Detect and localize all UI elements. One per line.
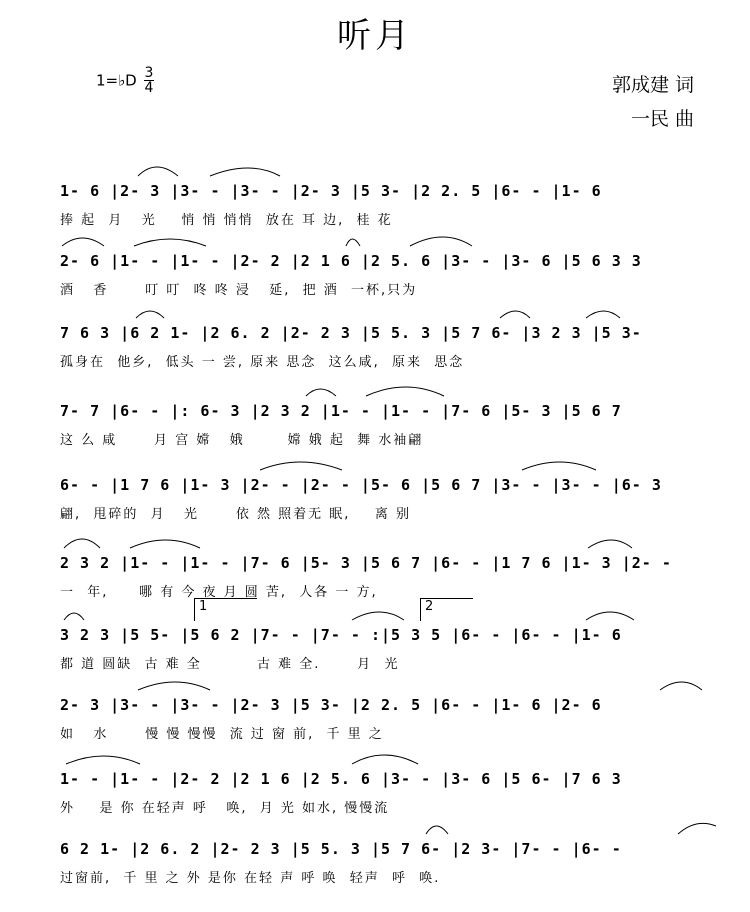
notes: 3 2 3 |5 5- |5 6 2 |7- - |7- - :|5 3 5 |6- - |6- - |1- 6 (60, 626, 622, 644)
lyrics: 一 年, 哪 有 今 夜 月 圆 苦, 人各 一 方, (60, 585, 378, 600)
notes: 6- - |1 7 6 |1- 3 |2- - |2- - |5- 6 |5 6 7 |3- - |3- - |6- 3 (60, 476, 662, 494)
lyrics: 外 是 你 在轻声 呼 唤, 月 光 如水, 慢慢流 (60, 801, 390, 816)
notes: 1- 6 |2- 3 |3- - |3- - |2- 3 |5 3- |2 2. 5 |6- - |1- 6 (60, 182, 602, 200)
staff-system-10 (60, 834, 716, 912)
lyrics: 捧 起 月 光 悄 悄 悄悄 放在 耳 边, 桂 花 (60, 213, 393, 228)
lyricist-credit: 郭成建 词 (611, 74, 694, 96)
time-signature-top: 3 (144, 65, 154, 81)
lyrics: 这 么 咸 月 宫 嫦 娥 嫦 娥 起 舞 水袖翩 (60, 433, 424, 448)
second-ending-bracket (420, 598, 473, 621)
key-time-signature (96, 66, 154, 95)
notes: 2- 6 |1- - |1- - |2- 2 |2 1 6 |2 5. 6 |3- - |3- 6 |5 6 3 3 (60, 252, 642, 270)
notes: 1- - |1- - |2- 2 |2 1 6 |2 5. 6 |3- - |3- 6 |5 6- |7 6 3 (60, 770, 622, 788)
notes: 2 3 2 |1- - |1- - |7- 6 |5- 3 |5 6 7 |6- - |1 7 6 |1- 3 |2- - (60, 554, 672, 572)
key-signature: 1=♭D (96, 71, 137, 90)
lyrics: 都 道 圆缺 古 难 全 古 难 全. 月 光 (60, 657, 400, 672)
notes: 6 2 1- |2 6. 2 |2- 2 3 |5 5. 3 |5 7 6- |2 3- |7- - |6- - (60, 840, 622, 858)
first-ending-number: 1 (199, 599, 208, 614)
second-ending-number: 2 (425, 599, 434, 614)
notes: 7- 7 |6- - |: 6- 3 |2 3 2 |1- - |1- - |7- 6 |5- 3 |5 6 7 (60, 402, 622, 420)
lyrics: 过窗前, 千 里 之 外 是你 在轻 声 呼 唤 轻声 呼 唤. (60, 871, 441, 886)
lyrics: 酒 香 叮 叮 咚 咚 浸 延, 把 酒 一杯,只为 (60, 283, 418, 298)
lyrics: 翩, 甩碎的 月 光 依 然 照着无 眠, 离 别 (60, 507, 412, 522)
time-signature (144, 66, 155, 95)
lyrics: 如 水 慢 慢 慢慢 流 过 窗 前, 千 里 之 (60, 727, 384, 742)
notes: 7 6 3 |6 2 1- |2 6. 2 |2- 2 3 |5 5. 3 |5 7 6- |3 2 3 |5 3- (60, 324, 642, 342)
composer-credit: 一民 曲 (630, 108, 694, 130)
time-signature-bottom: 4 (144, 80, 154, 96)
song-title: 听月 (337, 16, 413, 56)
lyrics: 孤身在 他乡, 低头 一 尝, 原来 思念 这么咸, 原来 思念 (60, 355, 465, 370)
notes: 2- 3 |3- - |3- - |2- 3 |5 3- |2 2. 5 |6- - |1- 6 |2- 6 (60, 696, 602, 714)
first-ending-bracket (194, 598, 257, 621)
